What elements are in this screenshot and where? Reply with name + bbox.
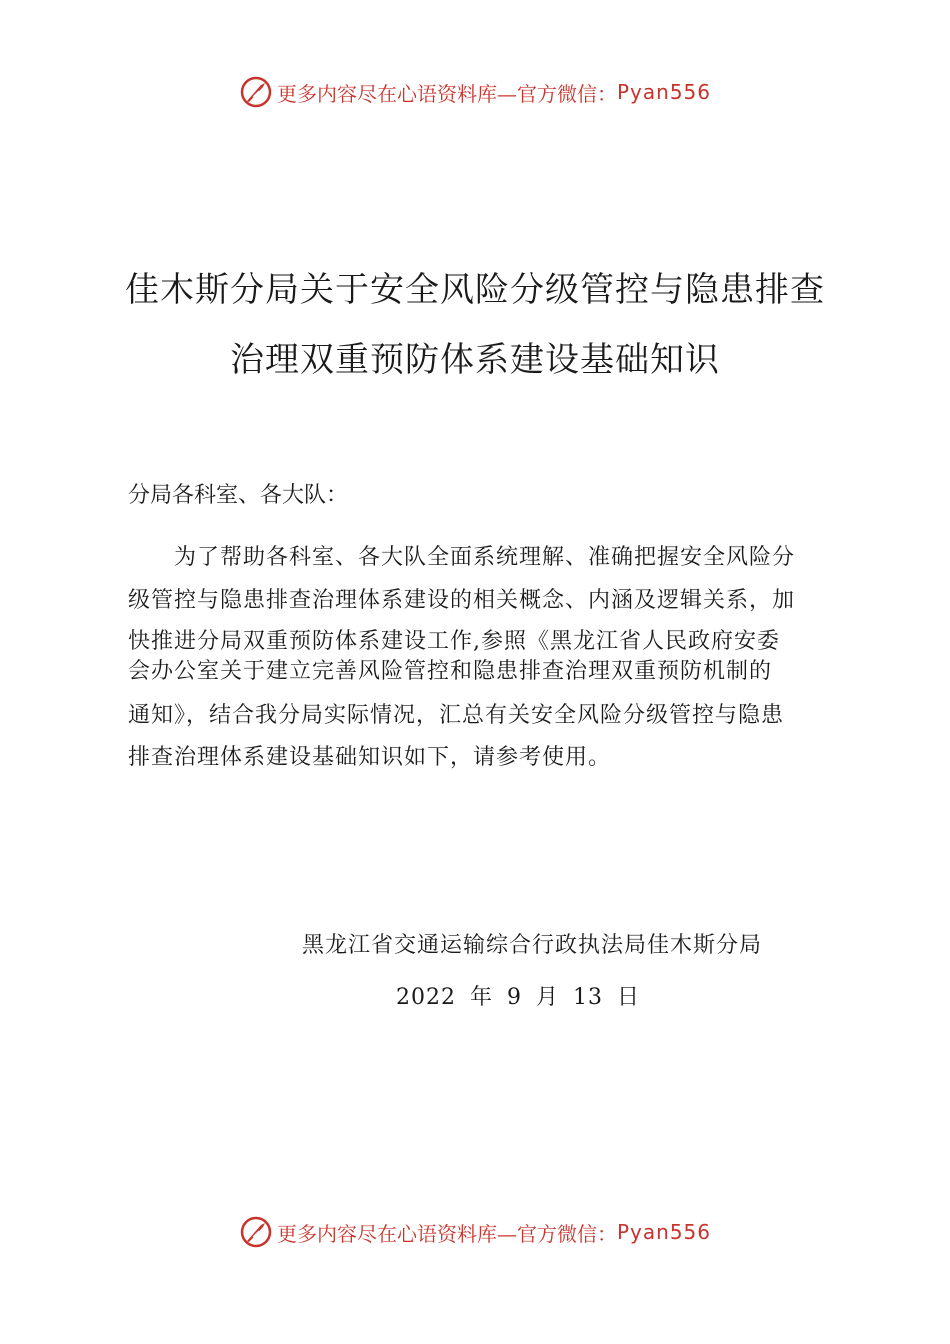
watermark-text: 更多内容尽在心语资料库—官方微信：	[276, 81, 617, 106]
document-title-line-2: 治理双重预防体系建设基础知识	[230, 340, 720, 380]
header-watermark	[0, 70, 950, 114]
body-line: 会办公室关于建立完善风险管控和隐患排查治理双重预防机制的	[128, 659, 773, 684]
issue-date: 2022 年 9 月 13 日	[396, 985, 640, 1010]
body-line: 为了帮助各科室、各大队全面系统理解、准确把握安全风险分	[174, 545, 796, 570]
issuing-authority: 黑龙江省交通运输综合行政执法局佳木斯分局	[302, 933, 763, 958]
salutation: 分局各科室、各大队：	[128, 483, 349, 508]
body-line: 排查治理体系建设基础知识如下，请参考使用。	[128, 745, 612, 770]
body-line: 级管控与隐患排查治理体系建设的相关概念、内涵及逻辑关系，加	[128, 588, 796, 613]
footer-watermark	[0, 1210, 950, 1254]
wechat-id: Pyan556	[616, 80, 711, 104]
wechat-id: Pyan556	[616, 1220, 711, 1244]
body-line: 通知》，结合我分局实际情况，汇总有关安全风险分级管控与隐患	[128, 703, 785, 728]
quill-pen-logo-icon	[239, 1215, 273, 1249]
body-line: 快推进分局双重预防体系建设工作,参照《黑龙江省人民政府安委	[128, 629, 780, 654]
watermark-text: 更多内容尽在心语资料库—官方微信：	[276, 1221, 617, 1246]
document-title-line-1: 佳木斯分局关于安全风险分级管控与隐患排查	[125, 270, 825, 310]
quill-pen-logo-icon	[239, 75, 273, 109]
